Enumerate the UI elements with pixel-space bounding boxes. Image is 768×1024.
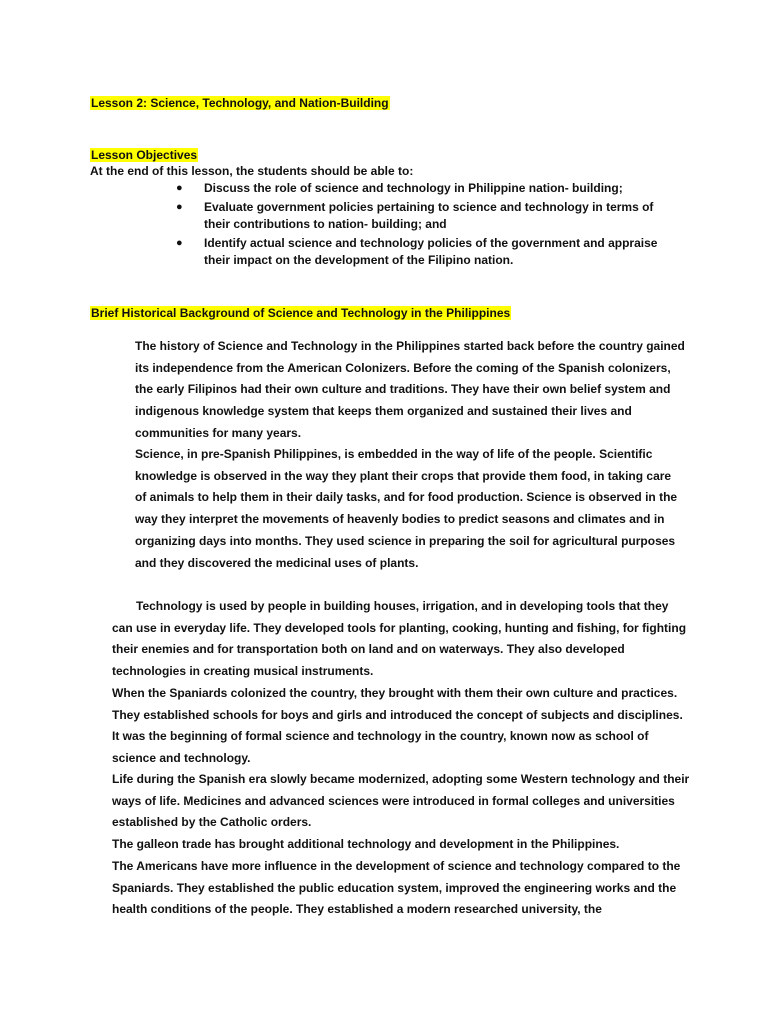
- paragraph-galleon-trade: The galleon trade has brought additional technology and development in the Philippines.: [112, 837, 620, 851]
- objective-text: Discuss the role of science and technology in Philippine nation- building;: [204, 181, 623, 195]
- objective-text: Evaluate government policies pertaining to science and technology in terms of their contributions to nation- building; and: [204, 200, 654, 231]
- objectives-list: [176, 180, 676, 271]
- paragraph-history: The history of Science and Technology in the Philippines started back before the country gained its independence from the American Colonizers. Before the coming of the Spanish colonizers, the early Filipinos had their own culture and traditions. They have their own belief system and indigenous knowledge system that keeps them organized and sustained their lives and communities for many years.: [135, 339, 685, 440]
- objectives-heading: [90, 146, 198, 164]
- lesson-title-text: Lesson 2: Science, Technology, and Nation-Building: [91, 96, 389, 110]
- paragraph-spanish-colonization: When the Spaniards colonized the country, they brought with them their own culture and practices. They established schools for boys and girls and introduced the concept of subjects and disciplines. It was the beginning of formal science and technology in the country, known now as school of science and technology.: [112, 686, 683, 766]
- background-heading-text: Brief Historical Background of Science and Technology in the Philippines: [91, 306, 511, 320]
- lesson-title: [90, 94, 390, 112]
- paragraph-pre-spanish-science: Science, in pre-Spanish Philippines, is embedded in the way of life of the people. Scientific knowledge is observed in the way they plant their crops that provide them food, in taking care of animals to help them in their daily tasks, and for food production. Science is observed in the way they interpret the movements of heavenly bodies to predict seasons and climates and in organizing days into months. They used science in preparing the soil for agricultural purposes and they discovered the medicinal uses of plants.: [135, 447, 678, 570]
- objective-item: [176, 235, 676, 269]
- bullet-icon: ●: [176, 182, 183, 194]
- objective-text: Identify actual science and technology policies of the government and appraise their impact on the development of the Filipino nation.: [204, 236, 658, 267]
- bullet-icon: ●: [176, 201, 183, 213]
- paragraph-spanish-era: Life during the Spanish era slowly became modernized, adopting some Western technology and their ways of life. Medicines and advanced sciences were introduced in formal colleges and universities established by the Catholic orders.: [112, 772, 690, 830]
- paragraph-americans: The Americans have more influence in the development of science and technology compared to the Spaniards. They established the public education system, improved the engineering works and the health conditions of the people. They established a modern researched university, the: [112, 859, 681, 917]
- objective-item: [176, 180, 676, 197]
- objectives-heading-text: Lesson Objectives: [91, 148, 198, 162]
- objectives-intro: At the end of this lesson, the students should be able to:: [90, 164, 414, 178]
- objective-item: [176, 199, 676, 233]
- background-heading: [90, 304, 511, 322]
- paragraph-technology: Technology is used by people in building houses, irrigation, and in developing tools that they can use in everyday life. They developed tools for planting, cooking, hunting and fishing, for fighting their enemies and for transportation both on land and on waterways. They also developed technologies in creating musical instruments.: [112, 599, 687, 679]
- bullet-icon: ●: [176, 237, 183, 249]
